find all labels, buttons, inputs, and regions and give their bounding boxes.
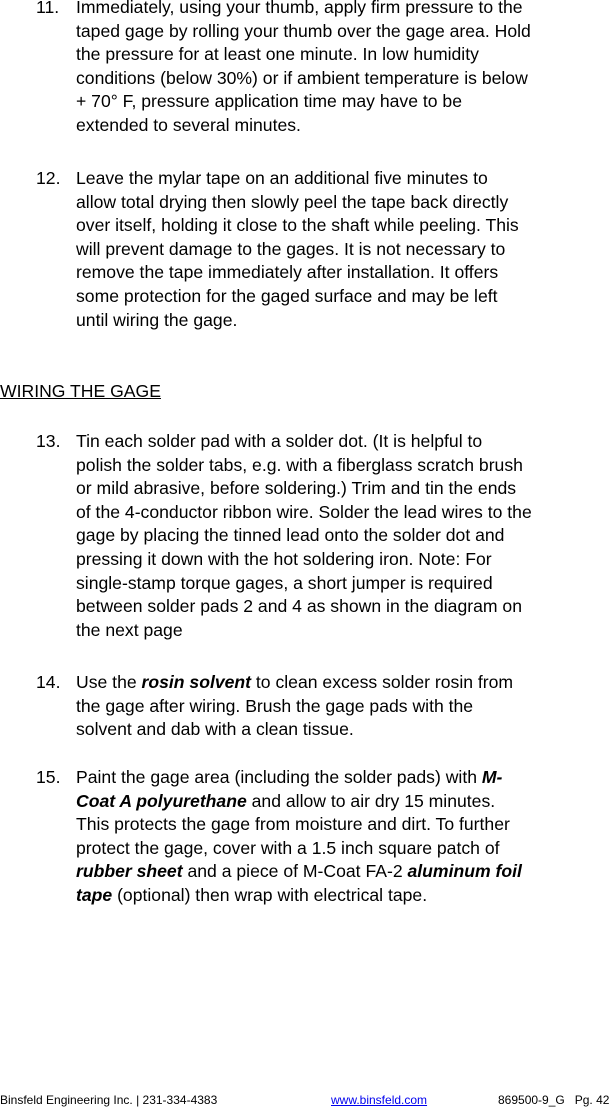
text-line: + 70° F, pressure application time may have to be [76,91,462,112]
text-line: the pressure for at least one minute. In low humidity [76,44,479,65]
text-line [76,766,615,790]
text-line: single-stamp torque gages, a short jumper is required [76,572,493,593]
emphasis-term: aluminum foil [407,861,522,882]
text-run: and a piece of M-Coat FA-2 [182,861,408,882]
item-number: 12. [36,168,61,188]
text-run: and allow to air dry 15 minutes. [246,790,496,811]
text-line: polish the solder tabs, e.g. with a fiberglass scratch brush [76,454,523,475]
text-line: or mild abrasive, before soldering.) Trim and tin the ends [76,478,517,499]
text-line: extended to several minutes. [76,114,301,135]
text-line [76,790,615,814]
website-link[interactable]: www.binsfeld.com [331,1093,428,1107]
item-number: 11. [36,0,60,17]
text-line: will prevent damage to the gages. It is not necessary to [76,238,506,259]
text-line: This protects the gage from moisture and dirt. To further [76,814,510,835]
text-line: over itself, holding it close to the shaft while peeling. This [76,215,519,236]
text-run: to clean excess solder rosin from [251,672,514,692]
item-text [76,430,615,642]
text-line: some protection for the gaged surface and may be left [76,285,498,306]
section-heading: WIRING THE GAGE [0,381,161,401]
emphasis-term: Coat A polyurethane [76,790,247,811]
text-run: (optional) then wrap with electrical tape. [112,884,428,905]
text-line: conditions (below 30%) or if ambient temperature is below [76,67,528,88]
text-line: of the 4-conductor ribbon wire. Solder the lead wires to the [76,501,532,522]
text-run: Paint the gage area (including the solder pads) with [76,767,482,787]
text-line: protect the gage, cover with a 1.5 inch square patch of [76,837,500,858]
item-number: 15. [36,767,61,787]
text-line: gage by placing the tinned lead onto the solder dot and [76,525,505,546]
text-line [76,884,615,908]
text-line: allow total drying then slowly peel the tape back directly [76,191,509,212]
text-line: taped gage by rolling your thumb over the gage area. Hold [76,20,531,41]
text-line: remove the tape immediately after installation. It offers [76,262,499,283]
footer-company: Binsfeld Engineering Inc. | 231-334-4383 [0,1093,218,1107]
item-text [76,766,615,908]
emphasis-term: rosin solvent [141,672,252,692]
item-number: 14. [36,672,61,692]
item-text [76,0,615,138]
text-line [76,860,615,884]
text-line: the next page [76,619,183,640]
item-text [76,167,615,332]
text-line: pressing it down with the hot soldering iron. Note: For [76,548,492,569]
footer-doc-ref: 869500-9_G Pg. 42 [498,1093,610,1107]
text-line: between solder pads 2 and 4 as shown in the diagram on [76,596,523,617]
emphasis-term: tape [76,884,113,905]
text-line: the gage after wiring. Brush the gage pads with the [76,695,474,716]
text-line: Immediately, using your thumb, apply firm pressure to the [76,0,523,17]
text-line: solvent and dab with a clean tissue. [76,719,354,740]
item-number: 13. [36,431,61,451]
text-line: until wiring the gage. [76,309,238,330]
text-line [76,671,615,695]
text-line: Leave the mylar tape on an additional five minutes to [76,168,488,188]
emphasis-term: M- [481,767,503,787]
item-text [76,671,615,742]
text-line: Tin each solder pad with a solder dot. (It is helpful to [76,431,483,451]
text-run: Use the [76,672,142,692]
emphasis-term: rubber sheet [76,861,183,882]
